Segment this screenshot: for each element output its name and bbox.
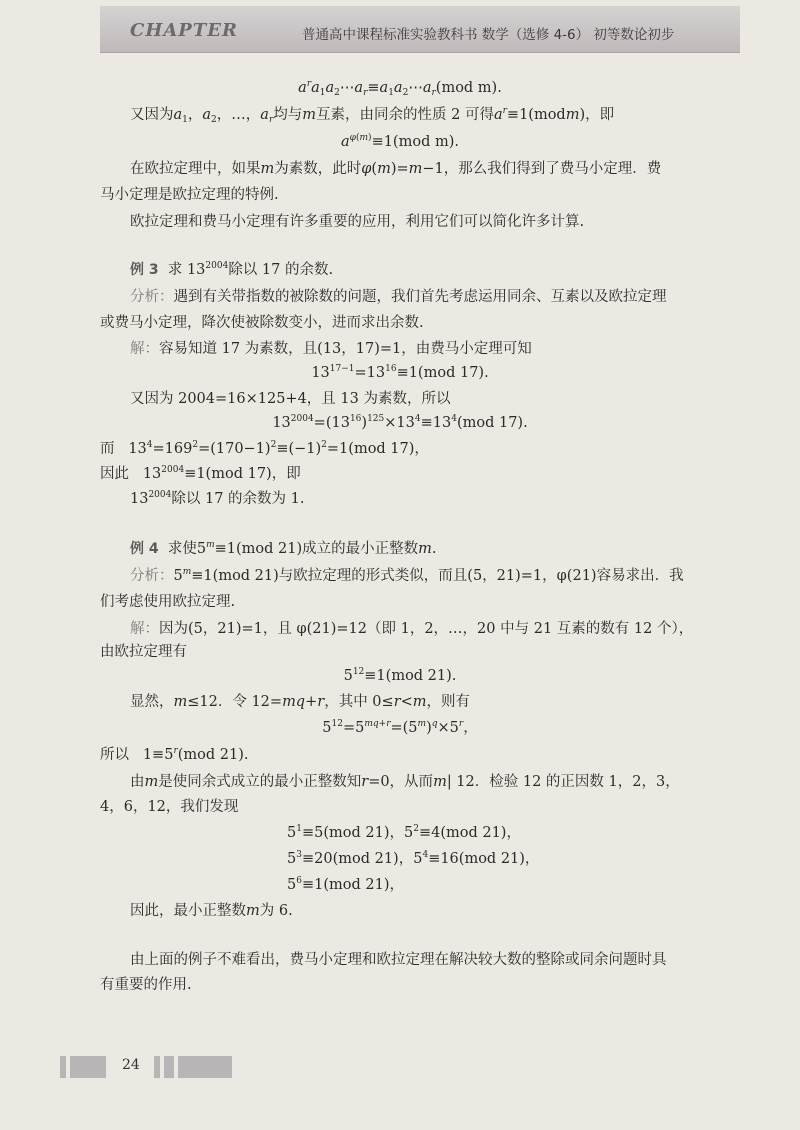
text: 求 13 [167, 262, 206, 278]
footer-decoration [164, 1056, 174, 1078]
text: ≡5(mod 21)， [301, 825, 404, 841]
formula-line: $13^{17-1}=13^{16}\equiv 1(mod$ 17). [311, 364, 489, 381]
text: ，那么我们得到了费马小定理．费 [443, 161, 662, 177]
text: =1(mod 17)， [326, 441, 429, 457]
text: 为素数，此时 [274, 161, 362, 177]
text: ≡1(mod 17)，即 [184, 466, 301, 482]
text: ≡4(mod 21)， [418, 825, 521, 841]
text-line: 或费马小定理，降次使被除数变小，进而求出余数. [100, 315, 424, 331]
text: ≡1(mod 21)， [301, 877, 404, 893]
text-line: 欧拉定理和费马小定理有许多重要的应用，利用它们可以简化许多计算. [130, 214, 585, 230]
solution-label: 解： [130, 621, 159, 637]
analysis-label: 分析： [130, 568, 174, 584]
formula-line: $5^3\equiv 20(mod$ 21)，$5^4\equiv 16(mod$ 21)， [287, 850, 540, 867]
chapter-header [100, 6, 740, 53]
text: 遇到有关带指数的被除数的问题，我们首先考虑运用同余、互素以及欧拉定理 [173, 289, 667, 305]
example-3-question [130, 261, 333, 279]
text-line [130, 340, 532, 358]
text: =0，从而 [368, 774, 434, 790]
text-line: 由m是使同余式成立的最小正整数知r=0，从而m| 12．检验 12 的正因数 1，2，3， [130, 774, 680, 790]
text: ≡ [367, 80, 380, 96]
text: ≡16(mod 21)， [428, 851, 540, 867]
text-line: 分析：$5^m\equiv 1(mod$ 21)与欧拉定理的形式类似，而且(5，21)=1，φ(21)容易求出．我 [130, 567, 684, 584]
text: (mod 21). [177, 747, 249, 763]
text-line: 马小定理是欧拉定理的特例. [100, 187, 279, 203]
footer-decoration [178, 1056, 232, 1078]
text: 又因为 [130, 107, 174, 123]
text: 均与 [273, 107, 303, 123]
text: ≡1(mod m). [371, 134, 459, 150]
text-line [130, 620, 693, 638]
text-line [130, 288, 667, 306]
text: ≡1(mod 21). [364, 668, 457, 684]
text: 除以 17 的余数为 1. [171, 491, 305, 507]
text-line: 4，6，12，我们发现 [100, 799, 239, 815]
chapter-label: CHAPTER [130, 20, 238, 41]
text: 2004 [205, 261, 229, 271]
solution-label: 解： [130, 341, 159, 357]
footer-decoration [154, 1056, 160, 1078]
formula-line-2: $a^{\varphi(m)}\equiv 1(mod$ m). [341, 133, 459, 150]
text-line: 因此，最小正整数m为 6. [130, 903, 293, 919]
text: 是使同余式成立的最小正整数知 [158, 774, 362, 790]
text: ≡1(mod 17). [396, 365, 489, 381]
text: 互素，由同余的性质 2 可得 [316, 107, 494, 123]
example-label: 例 4 [130, 541, 159, 557]
formula-line-1: $a^ra_1a_2\cdots a_r\equiv a_1a_2\cdots a_r(mod$ m). [298, 79, 502, 98]
text-line: 又因为 2004=16×125+4，且 13 为素数，所以 [130, 391, 451, 407]
text: ，则有 [426, 694, 471, 710]
text: (mod m). [435, 80, 502, 96]
text: 而 [100, 441, 115, 457]
text: ≤12．令 12= [187, 694, 283, 710]
text: )，即 [579, 107, 615, 123]
text: (mod 17). [456, 415, 528, 431]
text: | 12．检验 12 的正因数 1，2，3， [446, 774, 680, 790]
text-line: 由欧拉定理有 [100, 644, 187, 660]
text-line: 有重要的作用. [100, 977, 192, 993]
formula-line: $5^6\equiv 1(mod$ 21)， [287, 876, 404, 893]
text-line: 而 $13^4=169^2=(170-1)^2\equiv(-1)^2=1(mod$ 17)， [100, 440, 429, 457]
text: 容易知道 17 为素数，且(13，17)=1，由费马小定理可知 [159, 341, 532, 357]
text: ≡1(mod 21)成立的最小正整数 [214, 541, 419, 557]
text: ≡20(mod 21)， [301, 851, 414, 867]
footer-decoration [70, 1056, 106, 1078]
text: 在欧拉定理中，如果 [130, 161, 261, 177]
text: 因此，最小正整数 [130, 903, 246, 919]
formula-line: $13^{2004}=(13^{16})^{125}\times 13^4\equiv 13^4(mod$ 17). [272, 414, 528, 431]
book-title: 普通高中课程标准实验教科书 数学（选修 4-6） 初等数论初步 [302, 27, 675, 43]
text: 所以 [100, 747, 129, 763]
text-line: 显然，m≤12．令 12=mq+r，其中 0≤r<m，则有 [130, 694, 471, 710]
text-line: 在欧拉定理中，如果m为素数，此时φ(m)=m−1，那么我们得到了费马小定理．费 [130, 161, 662, 177]
example-label: 例 3 [130, 262, 159, 278]
text: 为 6. [259, 903, 293, 919]
text: 因此 [100, 466, 129, 482]
text: 除以 17 的余数. [228, 262, 334, 278]
text: ≡1(mod 21)与欧拉定理的形式类似，而且(5，21)=1，φ(21)容易求出．我 [191, 568, 684, 584]
text-line: 所以 $1\equiv 5^r(mod$ 21). [100, 746, 249, 763]
text-line: 们考虑使用欧拉定理. [100, 594, 236, 610]
text: 由 [130, 774, 145, 790]
analysis-label: 分析： [130, 289, 174, 305]
footer-decoration [60, 1056, 66, 1078]
text: 因为(5，21)=1，且 φ(21)=12（即 1，2，…，20 中与 21 互素的数有 12 个）， [159, 621, 694, 637]
text-line: 因此 $13^{2004}\equiv 1(mod$ 17)，即 [100, 465, 301, 482]
text: 显然， [130, 694, 174, 710]
formula-line: $5^{12}\equiv 1(mod$ 21). [343, 667, 457, 684]
text: ≡1(mod [506, 107, 566, 123]
example-4-question: 例 4 求使$5^m\equiv 1(mod$ 21)成立的最小正整数m. [130, 540, 437, 557]
formula-line: $5^1\equiv 5(mod$ 21)，$5^2\equiv 4(mod$ 21)， [287, 824, 521, 841]
text: 求使 [167, 541, 197, 557]
formula-line: $5^{12}=5^{mq+r}=(5^m)^q\times 5^r$， [322, 719, 478, 736]
text-line: 由上面的例子不难看出，费马小定理和欧拉定理在解决较大数的整除或同余问题时具 [130, 952, 667, 968]
text-line: 又因为$a_1$，$a_2$，…，$a_r$均与m互素，由同余的性质 2 可得$a^r\equiv 1(modm)$，即 [130, 106, 615, 125]
text-line: $13^{2004}$除以 17 的余数为 1. [130, 490, 305, 507]
text: ，其中 0≤ [324, 694, 394, 710]
page-number: 24 [122, 1057, 140, 1073]
